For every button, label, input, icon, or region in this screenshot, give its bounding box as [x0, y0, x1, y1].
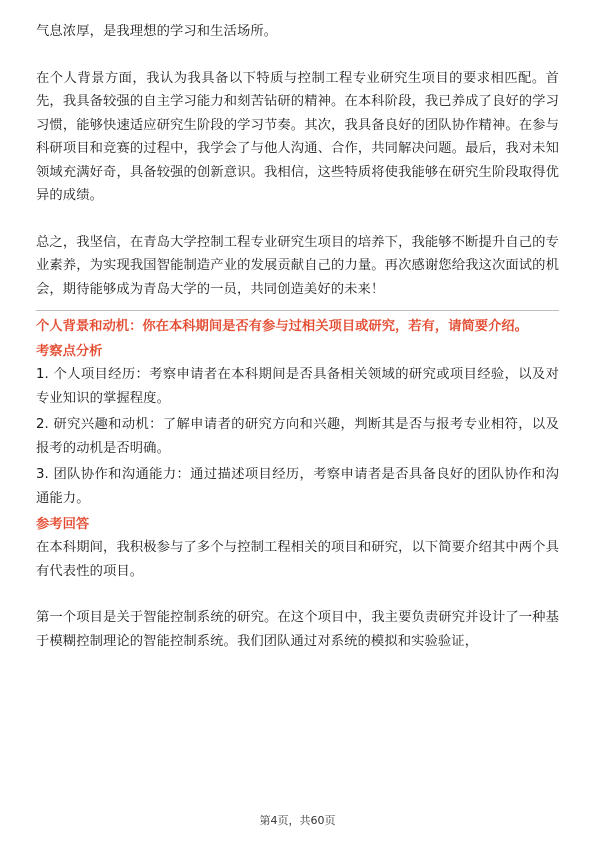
section-divider — [36, 310, 559, 311]
answer-paragraph: 在本科期间，我积极参与了多个与控制工程相关的项目和研究，以下简要介绍其中两个具有代表性的项目。 — [36, 540, 559, 579]
analysis-item: 1. 个人项目经历：考察申请者在本科期间是否具备相关领域的研究或项目经验，以及对专业知识的掌握程度。 — [36, 367, 559, 406]
analysis-item: 2. 研究兴趣和动机：了解申请者的研究方向和兴趣，判断其是否与报考专业相符，以及报考的动机是否明确。 — [36, 417, 559, 456]
analysis-heading: 考察点分析 — [36, 344, 103, 359]
body-paragraph: 总之，我坚信，在青岛大学控制工程专业研究生项目的培养下，我能够不断提升自己的专业素养，为实现我国智能制造产业的发展贡献自己的力量。再次感谢您给我这次面试的机会，期待能够成为青岛大学的一员，共同创造美好的未来！ — [36, 234, 559, 297]
page-content — [36, 20, 559, 653]
analysis-list — [36, 363, 559, 510]
answer-paragraph: 第一个项目是关于智能控制系统的研究。在这个项目中，我主要负责研究并设计了一种基于模糊控制理论的智能控制系统。我们团队通过对系统的模拟和实验验证， — [36, 610, 559, 649]
answer-heading: 参考回答 — [36, 517, 90, 532]
interview-question: 个人背景和动机：你在本科期间是否有参与过相关项目或研究，若有，请简要介绍。 — [36, 319, 528, 334]
body-paragraph: 在个人背景方面，我认为我具备以下特质与控制工程专业研究生项目的要求相匹配。首先，我具备较强的自主学习能力和刻苦钻研的精神。在本科阶段，我已养成了良好的学习习惯，能够快速适应研究生阶段的学习节奏。其次，我具备良好的团队协作精神。在参与科研项目和竞赛的过程中，我学会了与他人沟通、合作，共同解决问题。最后，我对未知领域充满好奇，具备较强的创新意识。我相信，这些特质将使我能够在研究生阶段取得优异的成绩。 — [36, 70, 559, 203]
body-paragraph: 气息浓厚，是我理想的学习和生活场所。 — [36, 24, 278, 39]
page-number: 第4页，共60页 — [259, 814, 336, 827]
analysis-item: 3. 团队协作和沟通能力：通过描述项目经历，考察申请者是否具备良好的团队协作和沟通能力。 — [36, 467, 559, 506]
